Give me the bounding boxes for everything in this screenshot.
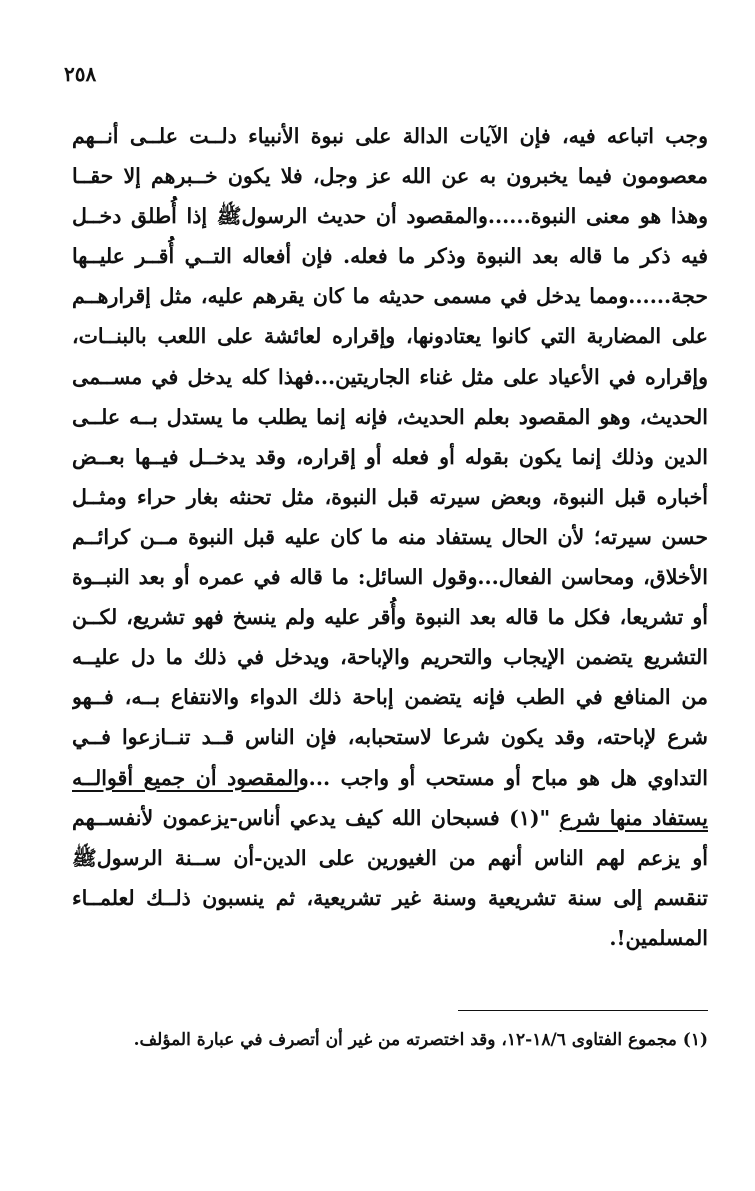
main-text xyxy=(72,116,708,958)
text-line-2: معصومون فيما يخبرون به عن الله عز وجل، فلا يكون خــبرهم إلا حقــا xyxy=(72,164,708,189)
text-line-13: أو تشريعا، فكل ما قاله بعد النبوة وأُقر عليه ولم ينسخ فهو تشريع، لكــن xyxy=(72,605,708,630)
text-line-3: وهذا هو معنى النبوة......والمقصود أن حديث الرسولﷺ إذا أُطلق دخــل xyxy=(72,204,708,229)
text-line-4: فيه ذكر ما قاله بعد النبوة وذكر ما فعله. فإن أفعاله التــي أُقــر عليــها xyxy=(72,244,708,269)
text-line-1: وجب اتباعه فيه، فإن الآيات الدالة على نبوة الأنبياء دلــت علــى أنــهم xyxy=(72,124,708,148)
text-line-17 xyxy=(72,758,708,798)
text-line-9: الدين وذلك إنما يكون بقوله أو فعله أو إقراره، وقد يدخــل فيــها بعــض xyxy=(72,444,708,469)
text-line-19: أو يزعم لهم الناس أنهم من الغيورين على الدين-أن ســنة الرسولﷺ xyxy=(72,845,708,870)
text-segment: التداوي هل هو مباح أو مستحب أو واجب ...و xyxy=(298,765,708,790)
text-line-14: التشريع يتضمن الإيجاب والتحريم والإباحة، ويدخل في ذلك ما دل عليــه xyxy=(72,645,708,670)
text-line-5: حجة......ومما يدخل في مسمى حديثه ما كان يقرهم عليه، مثل إقرارهــم xyxy=(72,284,708,309)
text-segment: "(١) فسبحان الله كيف يدعي أناس-يزعمون لأنفســهم xyxy=(72,805,560,830)
text-line-10: أخباره قبل النبوة، وبعض سيرته قبل النبوة، مثل تحنثه بغار حراء ومثــل xyxy=(72,484,708,509)
text-line-7: وإقراره في الأعياد على مثل غناء الجاريتين...فهذا كله يدخل في مســمى xyxy=(72,364,708,389)
text-line-12: الأخلاق، ومحاسن الفعال...وقول السائل: ما قاله في عمره أو بعد النبــوة xyxy=(72,565,708,590)
text-line-15: من المنافع في الطب فإنه يتضمن إباحة ذلك الدواء والانتفاع بــه، فــهو xyxy=(72,685,708,710)
text-line-20: تنقسم إلى سنة تشريعية وسنة غير تشريعية، ثم ينسبون ذلــك لعلمــاء xyxy=(72,885,708,910)
underlined-quote-end: يستفاد منها شرع xyxy=(559,805,708,830)
text-line-11: حسن سيرته؛ لأن الحال يستفاد منه ما كان عليه قبل النبوة مــن كرائــم xyxy=(72,524,708,549)
text-line-18 xyxy=(72,798,708,838)
text-line-8: الحديث، وهو المقصود بعلم الحديث، فإنه إنما يطلب ما يستدل بــه علــى xyxy=(72,404,708,429)
text-line-6: على المضاربة التي كانوا يعتادونها، وإقراره لعائشة على اللعب بالبنــات، xyxy=(72,324,708,349)
footnote: (١) مجموع الفتاوى ١٨/٦-١٢، وقد اختصرته من غير أن أتصرف في عبارة المؤلف. xyxy=(133,1030,708,1050)
underlined-quote: المقصود أن جميع أقوالــه xyxy=(72,765,299,790)
page-number: ٢٥٨ xyxy=(64,62,97,86)
text-line-16: شرع لإباحته، وقد يكون شرعا لاستحبابه، فإن الناس قــد تنــازعوا فــي xyxy=(72,725,708,750)
footnote-separator xyxy=(458,1010,708,1011)
text-line-21: المسلمين!. xyxy=(609,925,708,950)
